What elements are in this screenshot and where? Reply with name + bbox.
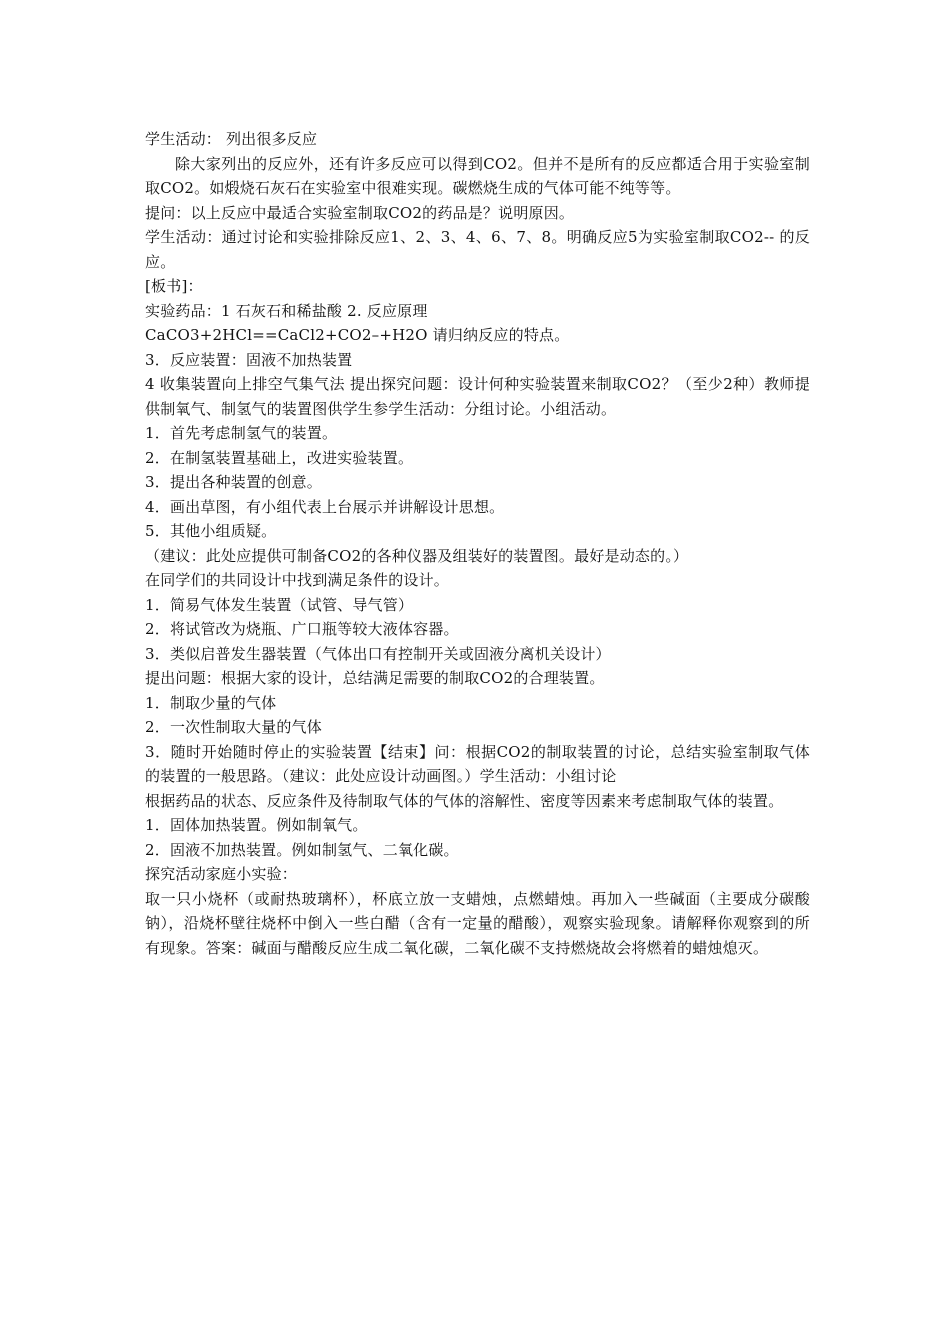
design-intro: 在同学们的共同设计中找到满足条件的设计。 [145, 571, 450, 589]
list-item: 1．简易气体发生装置（试管、导气管） [145, 595, 414, 614]
list-item: 1．首先考虑制氢气的装置。 [145, 424, 338, 442]
list-item: 4．画出草图，有小组代表上台展示并讲解设计思想。 [145, 497, 505, 516]
blackboard-heading: [板书]： [145, 277, 203, 295]
paragraph-other-reactions: 除大家列出的反应外，还有许多反应可以得到CO2。但并不是所有的反应都适合用于实验室制取CO2。如煅烧石灰石在实验室中很难实现。碳燃烧生成的气体可能不纯等等。 [145, 154, 810, 197]
list-item: 1．固体加热装置。例如制氧气。 [145, 816, 368, 834]
home-experiment-text: 取一只小烧杯（或耐热玻璃杯），杯底立放一支蜡烛，点燃蜡烛。再加入一些碱面（主要成分碳酸钠），沿烧杯壁往烧杯中倒入一些白醋（含有一定量的醋酸），观察实验现象。请解释你观察到的所有现象。答案：碱面与醋酸反应生成二氧化碳，二氧化碳不支持燃烧故会将燃着的蜡烛熄灭。 [145, 889, 810, 957]
list-item: 1．制取少量的气体 [145, 693, 277, 712]
list-item: 2．一次性制取大量的气体 [145, 718, 322, 736]
reagents-line: 实验药品：1 石灰石和稀盐酸 2. 反应原理 [145, 301, 428, 320]
list-item: 2．在制氢装置基础上，改进实验装置。 [145, 448, 414, 467]
list-item: 5．其他小组质疑。 [145, 522, 277, 540]
question-best-reagent: 提问：以上反应中最适合实验室制取CO2的药品是？说明原因。 [145, 203, 575, 222]
list-item: 3．提出各种装置的创意。 [145, 473, 322, 491]
list-item: 3．随时开始随时停止的实验装置【结束】问：根据CO2的制取装置的讨论，总结实验室制取气体的装置的一般思路。（建议：此处应设计动画图。）学生活动：小组讨论 [145, 742, 810, 785]
list-item: 2．将试管改为烧瓶、广口瓶等较大液体容器。 [145, 620, 459, 638]
list-item: 3．类似启普发生器装置（气体出口有控制开关或固液分离机关设计） [145, 644, 611, 663]
general-approach: 根据药品的状态、反应条件及待制取气体的气体的溶解性、密度等因素来考虑制取气体的装置。 [145, 791, 784, 810]
reaction-apparatus: 3．反应装置：固液不加热装置 [145, 350, 353, 369]
collection-apparatus: 4 收集装置向上排空气集气法 提出探究问题：设计何种实验装置来制取CO2？（至少2种）教师提供制氧气、制氢气的装置图供学生参学生活动：分组讨论。小组活动。 [145, 375, 810, 418]
home-experiment-heading: 探究活动家庭小实验： [145, 865, 298, 883]
question-summary: 提出问题：根据大家的设计，总结满足需要的制取CO2的合理装置。 [145, 669, 605, 687]
suggestion-note: （建议：此处应提供可制备CO2的各种仪器及组装好的装置图。最好是动态的。） [145, 546, 689, 565]
list-item: 2．固液不加热装置。例如制氢气、二氧化碳。 [145, 840, 459, 859]
student-activity-2: 学生活动：通过讨论和实验排除反应1、2、3、4、6、7、8。明确反应5为实验室制取CO2-- 的反应。 [145, 228, 810, 271]
document-body [145, 127, 810, 960]
reaction-equation: CaCO3+2HCl==CaCl2+CO2–+H2O 请归纳反应的特点。 [145, 326, 570, 344]
student-activity-1: 学生活动： 列出很多反应 [145, 130, 318, 148]
